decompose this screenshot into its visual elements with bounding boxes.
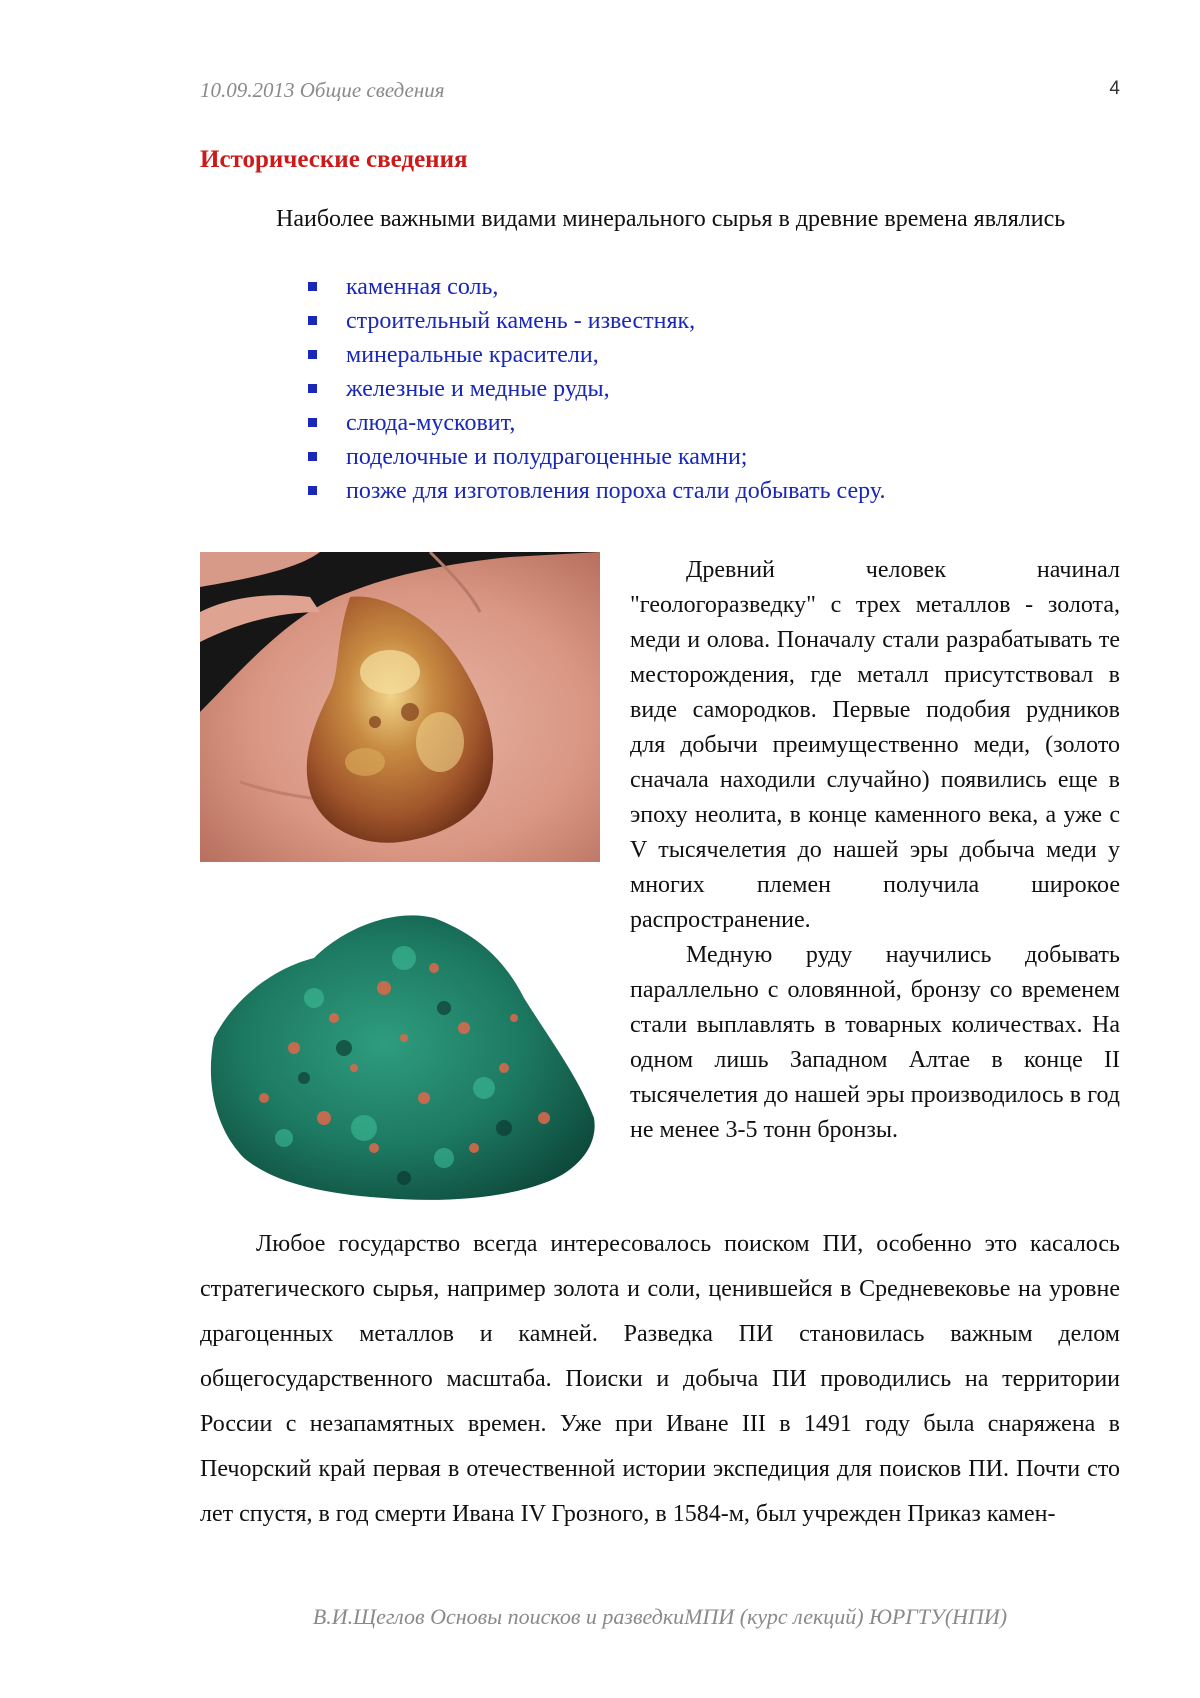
page-header: [200, 78, 1120, 108]
list-item-text: поделочные и полудрагоценные камни;: [346, 444, 748, 470]
section-title: Исторические сведения: [200, 146, 468, 173]
list-item-text: слюда-мусковит,: [346, 410, 516, 436]
side-paragraph-geology: Древний человек начинал "геологоразведку" с трех металлов - золота, меди и олова. Поначалу стали разрабатывать те месторождения, где металл присутствовал в виде самородков. Первые подобия рудников для добычи преимущественно меди, (золото сначала находили случайно) появились еще в эпоху неолита, в конце каменного века, а уже с V тысячелетия до нашей эры добыча меди у многих племен получила широкое распространение.: [630, 557, 1120, 933]
list-item-text: минеральные красители,: [346, 342, 599, 368]
list-item: [306, 270, 885, 304]
bullet-square-icon: [308, 350, 317, 359]
bullet-square-icon: [308, 486, 317, 495]
list-item: [306, 406, 885, 440]
bottom-paragraph: Любое государство всегда интересовалось поиском ПИ, особенно это касалось стратегического сырья, например золота и соли, ценившейся в Средневековье на уровне драгоценных металлов и камней. Разведка ПИ становилась важным делом общегосударственного масштаба. Поиски и добыча ПИ проводились на территории России с незапамятных времен. Уже при Иване III в 1491 году была снаряжена в Печорский край первая в отечественной истории экспедиция для поисков ПИ. Почти сто лет спустя, в год смерти Ивана IV Грозного, в 1584-м, был учрежден Приказ камен-: [200, 1231, 1120, 1527]
side-text-column: [630, 553, 1120, 1148]
bullet-square-icon: [308, 452, 317, 461]
list-item: [306, 474, 885, 508]
bullet-square-icon: [308, 418, 317, 427]
bullet-square-icon: [308, 384, 317, 393]
header-date-title: 10.09.2013 Общие сведения: [200, 78, 445, 102]
list-item: [306, 304, 885, 338]
side-paragraph-bronze: Медную руду научились добывать параллельно с оловянной, бронзу со временем стали выплавлять в товарных количествах. На одном лишь Западном Алтае в конце II тысячелетия до нашей эры производилось в год не менее 3-5 тонн бронзы.: [630, 942, 1120, 1143]
list-item-text: строительный камень - известняк,: [346, 308, 696, 334]
intro-paragraph: [200, 200, 1120, 238]
list-item: [306, 372, 885, 406]
list-item-text: железные и медные руды,: [346, 376, 610, 402]
bullet-square-icon: [308, 316, 317, 325]
page-number: 4: [1109, 78, 1120, 99]
malachite-specimen-photo: [204, 898, 606, 1212]
list-item: [306, 440, 885, 474]
mineral-list: [306, 270, 885, 508]
gold-nugget-in-hand-photo: [200, 552, 600, 862]
list-item-text: позже для изготовления пороха стали добывать серу.: [346, 478, 886, 504]
list-item-text: каменная соль,: [346, 274, 499, 300]
list-item: [306, 338, 885, 372]
bullet-square-icon: [308, 282, 317, 291]
intro-text: Наиболее важными видами минерального сырья в древние времена являлись: [276, 206, 1066, 232]
page-footer: В.И.Щеглов Основы поисков и разведкиМПИ (курс лекций) ЮРГТУ(НПИ): [312, 1604, 1008, 1629]
